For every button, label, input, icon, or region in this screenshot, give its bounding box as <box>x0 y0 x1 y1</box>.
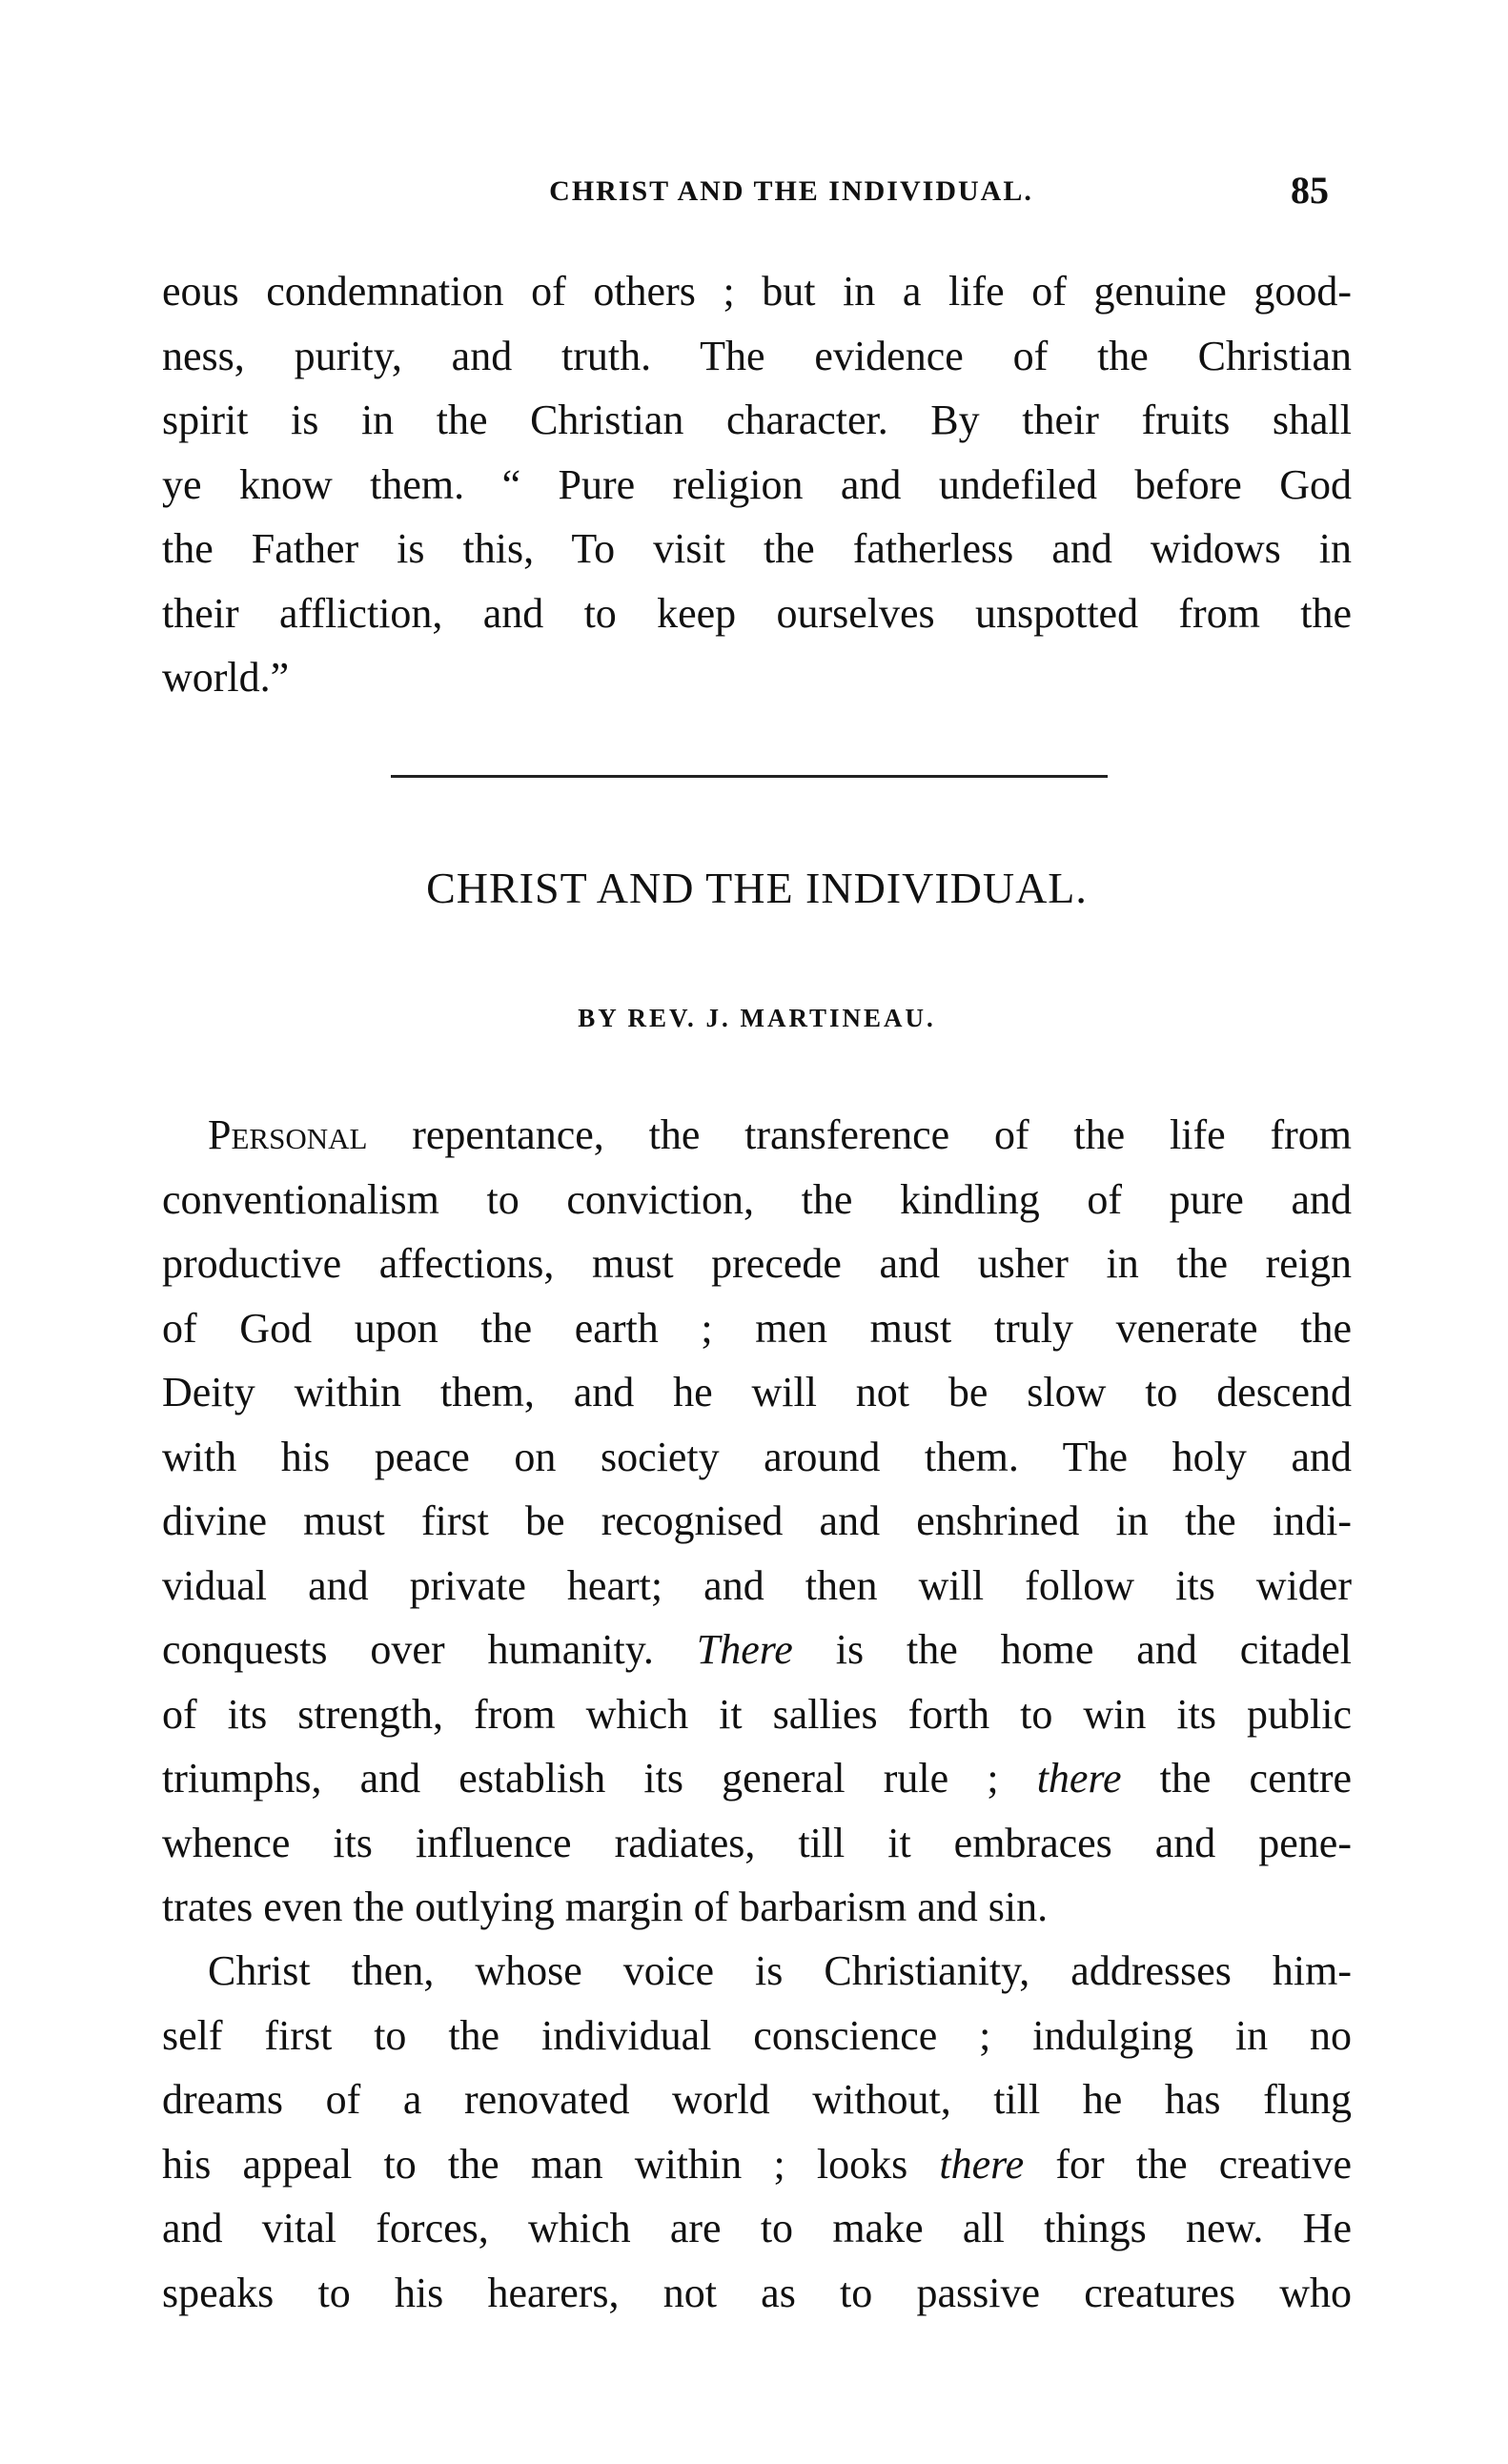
text-line <box>162 1618 1352 1682</box>
text-fragment: repentance, the transference of the life from <box>367 1111 1352 1158</box>
text-line: dreams of a renovated world without, till he has flung <box>162 2076 1352 2123</box>
text-line: self first to the individual conscience ; indulging in no <box>162 2011 1352 2059</box>
section-divider <box>391 775 1108 778</box>
text-line: with his peace on society around them. The holy and <box>162 1433 1352 1480</box>
emphasis: there <box>1036 1755 1122 1802</box>
text-line: Deity within them, and he will not be slow to descend <box>162 1369 1352 1415</box>
text-line: Christ then, whose voice is Christianity, addresses him- <box>208 1947 1352 1994</box>
text-line <box>162 1103 1352 1168</box>
paragraph-1 <box>162 1103 1352 1940</box>
text-line: whence its influence radiates, till it embraces and pene- <box>162 1819 1352 1866</box>
page-number: 85 <box>1291 169 1329 212</box>
text-line: spirit is in the Christian character. By their fruits shall <box>162 397 1352 443</box>
text-line: conventionalism to conviction, the kindling of pure and <box>162 1175 1352 1223</box>
text-line: the Father is this, To visit the fatherless and widows in <box>162 525 1352 572</box>
text-fragment: for the creative <box>1024 2140 1352 2188</box>
text-line: ye know them. “ Pure religion and undefiled before God <box>162 460 1352 508</box>
text-line: of God upon the earth ; men must truly venerate the <box>162 1304 1352 1352</box>
text-fragment: the centre <box>1121 1755 1353 1802</box>
text-line <box>162 1746 1352 1811</box>
text-line: of its strength, from which it sallies forth to win its public <box>162 1690 1352 1738</box>
text-line: vidual and private heart; and then will follow its wider <box>162 1561 1352 1609</box>
emphasis: there <box>939 2140 1025 2188</box>
text-line: eous condemnation of others ; but in a life of genuine good- <box>162 268 1352 315</box>
running-head: CHRIST AND THE INDIVIDUAL. <box>549 175 1033 207</box>
text-line <box>162 2132 1352 2197</box>
text-line: and vital forces, which are to make all things new. He <box>162 2205 1352 2251</box>
text-line: divine must first be recognised and enshrined in the indi- <box>162 1497 1352 1544</box>
text-fragment: is the home and citadel <box>792 1626 1352 1673</box>
text-line: their affliction, and to keep ourselves unspotted from the <box>162 589 1352 637</box>
text-fragment: conquests over humanity. <box>162 1626 697 1673</box>
article-title: CHRIST AND THE INDIVIDUAL. <box>426 864 1088 912</box>
text-line: world.” <box>162 654 290 701</box>
continued-paragraph <box>162 259 1352 710</box>
text-fragment: his appeal to the man within ; looks <box>162 2140 940 2188</box>
text-line: productive affections, must precede and usher in the reign <box>162 1240 1352 1287</box>
text-line: speaks to his hearers, not as to passive creatures who <box>162 2269 1352 2316</box>
drop-word: Personal <box>208 1111 368 1158</box>
paragraph-2 <box>162 1939 1352 2325</box>
text-line: trates even the outlying margin of barbarism and sin. <box>162 1884 1049 1930</box>
text-fragment: triumphs, and establish its general rule ; <box>162 1755 1037 1802</box>
text-line: ness, purity, and truth. The evidence of the Christian <box>162 332 1352 379</box>
article-byline: BY REV. J. MARTINEAU. <box>578 1004 936 1032</box>
emphasis: There <box>696 1626 793 1673</box>
